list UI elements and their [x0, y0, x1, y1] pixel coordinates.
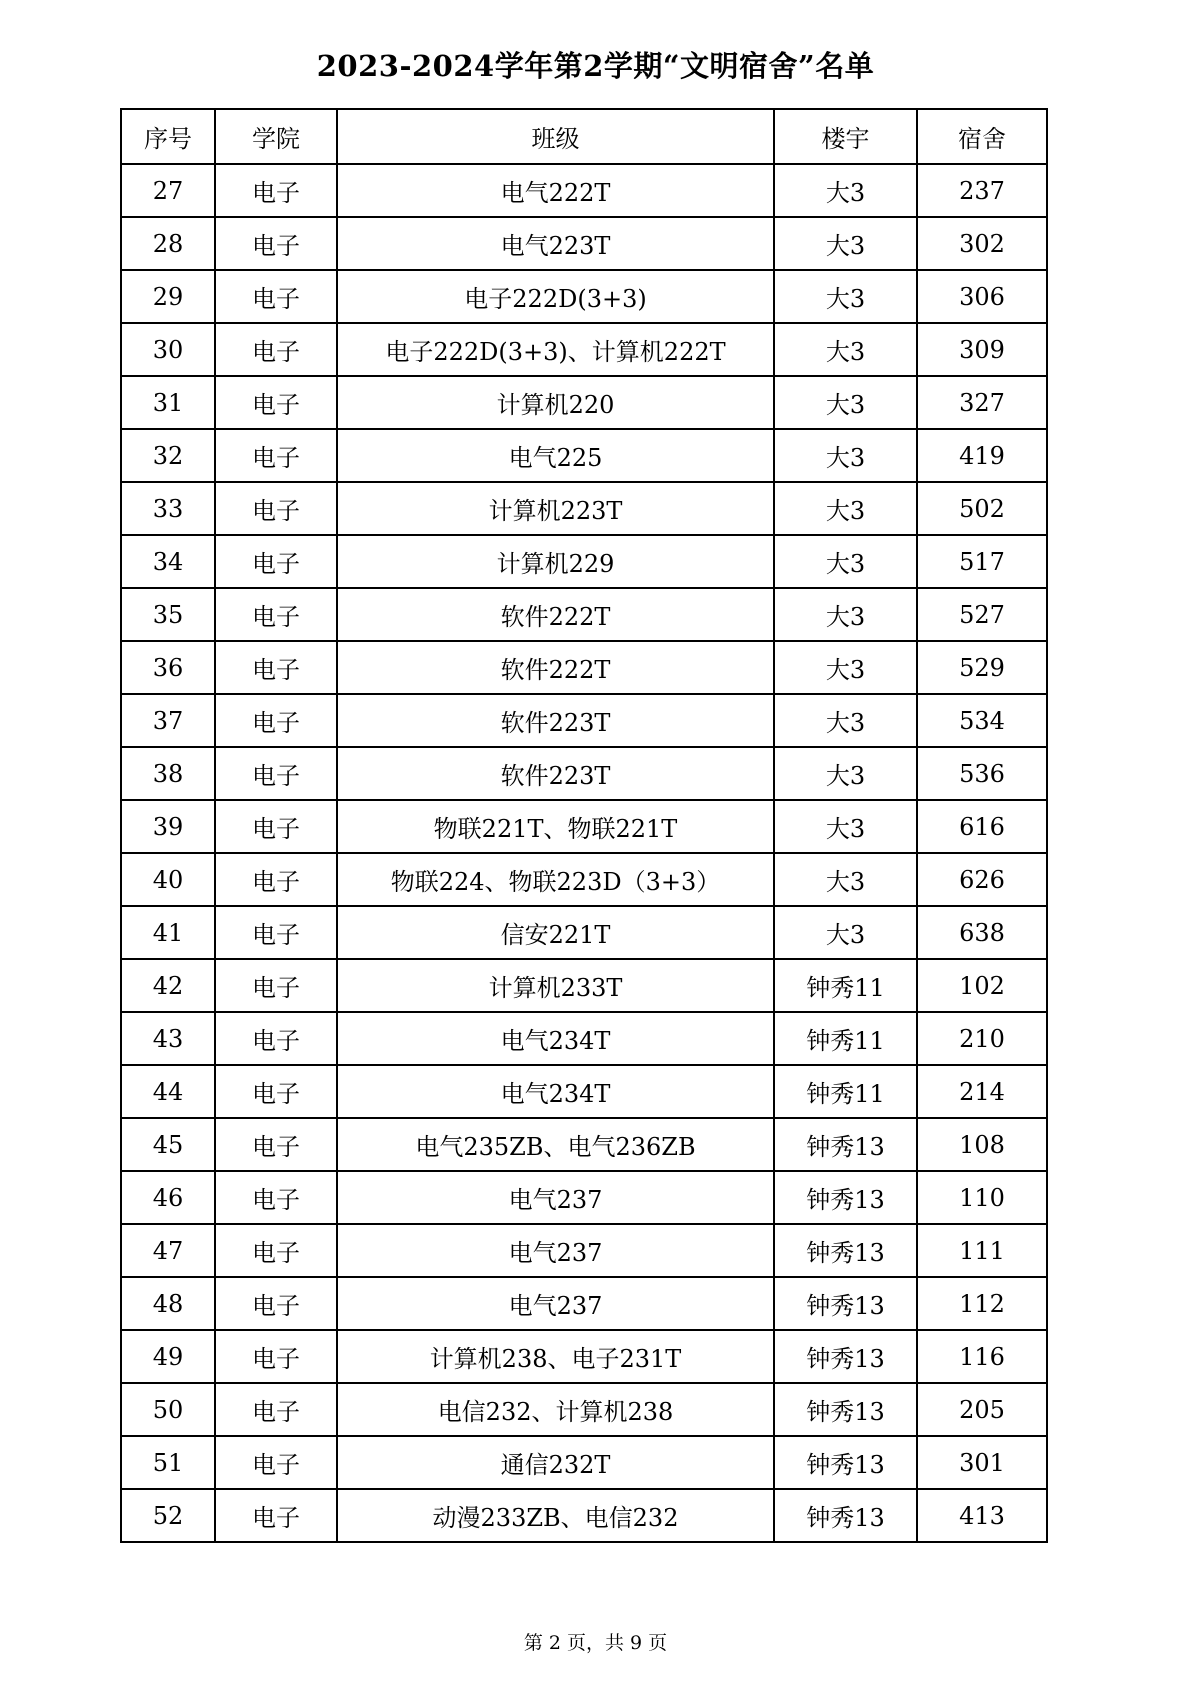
cell-dorm: 237: [917, 164, 1047, 217]
cell-college: 电子: [215, 800, 337, 853]
cell-college: 电子: [215, 1065, 337, 1118]
cell-dorm: 112: [917, 1277, 1047, 1330]
cell-class: 电气235ZB、电气236ZB: [337, 1118, 774, 1171]
cell-college: 电子: [215, 270, 337, 323]
cell-class: 物联221T、物联221T: [337, 800, 774, 853]
cell-index: 32: [121, 429, 215, 482]
header-class: 班级: [337, 109, 774, 164]
cell-college: 电子: [215, 1436, 337, 1489]
table-row: [121, 376, 1047, 429]
cell-dorm: 517: [917, 535, 1047, 588]
cell-dorm: 102: [917, 959, 1047, 1012]
cell-college: 电子: [215, 959, 337, 1012]
cell-class: 软件223T: [337, 694, 774, 747]
cell-index: 43: [121, 1012, 215, 1065]
cell-building: 大3: [774, 482, 917, 535]
cell-dorm: 626: [917, 853, 1047, 906]
cell-college: 电子: [215, 588, 337, 641]
cell-index: 36: [121, 641, 215, 694]
cell-building: 钟秀13: [774, 1383, 917, 1436]
cell-class: 计算机220: [337, 376, 774, 429]
cell-building: 钟秀13: [774, 1171, 917, 1224]
cell-dorm: 502: [917, 482, 1047, 535]
cell-index: 34: [121, 535, 215, 588]
cell-class: 软件222T: [337, 641, 774, 694]
cell-index: 47: [121, 1224, 215, 1277]
cell-class: 电信232、计算机238: [337, 1383, 774, 1436]
cell-class: 软件222T: [337, 588, 774, 641]
cell-building: 大3: [774, 588, 917, 641]
cell-college: 电子: [215, 694, 337, 747]
cell-index: 35: [121, 588, 215, 641]
cell-class: 电气234T: [337, 1012, 774, 1065]
cell-index: 28: [121, 217, 215, 270]
cell-class: 计算机233T: [337, 959, 774, 1012]
cell-dorm: 638: [917, 906, 1047, 959]
cell-class: 软件223T: [337, 747, 774, 800]
cell-building: 钟秀11: [774, 1065, 917, 1118]
cell-index: 44: [121, 1065, 215, 1118]
header-dorm: 宿舍: [917, 109, 1047, 164]
cell-index: 45: [121, 1118, 215, 1171]
table-row: [121, 1277, 1047, 1330]
cell-building: 大3: [774, 800, 917, 853]
header-building: 楼宇: [774, 109, 917, 164]
cell-dorm: 306: [917, 270, 1047, 323]
page-title: 2023-2024学年第2学期“文明宿舍”名单: [316, 49, 875, 83]
cell-class: 信安221T: [337, 906, 774, 959]
cell-college: 电子: [215, 906, 337, 959]
table-body: [121, 164, 1047, 1542]
cell-index: 42: [121, 959, 215, 1012]
cell-dorm: 111: [917, 1224, 1047, 1277]
cell-building: 大3: [774, 164, 917, 217]
cell-class: 物联224、物联223D（3+3）: [337, 853, 774, 906]
cell-index: 38: [121, 747, 215, 800]
table-row: [121, 1012, 1047, 1065]
dormitory-table: [120, 108, 1048, 1543]
table-row: [121, 535, 1047, 588]
cell-index: 27: [121, 164, 215, 217]
cell-class: 电气225: [337, 429, 774, 482]
cell-building: 钟秀13: [774, 1118, 917, 1171]
cell-class: 电气222T: [337, 164, 774, 217]
cell-college: 电子: [215, 376, 337, 429]
cell-college: 电子: [215, 853, 337, 906]
cell-college: 电子: [215, 535, 337, 588]
table-row: [121, 1330, 1047, 1383]
cell-college: 电子: [215, 747, 337, 800]
cell-building: 大3: [774, 270, 917, 323]
cell-building: 大3: [774, 853, 917, 906]
cell-index: 52: [121, 1489, 215, 1542]
header-index: 序号: [121, 109, 215, 164]
cell-building: 钟秀11: [774, 1012, 917, 1065]
table-row: [121, 747, 1047, 800]
table-row: [121, 482, 1047, 535]
cell-college: 电子: [215, 1489, 337, 1542]
cell-class: 计算机223T: [337, 482, 774, 535]
cell-dorm: 327: [917, 376, 1047, 429]
cell-building: 大3: [774, 217, 917, 270]
cell-dorm: 616: [917, 800, 1047, 853]
cell-college: 电子: [215, 164, 337, 217]
table-row: [121, 1436, 1047, 1489]
cell-class: 计算机238、电子231T: [337, 1330, 774, 1383]
cell-building: 钟秀13: [774, 1489, 917, 1542]
table-header-row: [121, 109, 1047, 164]
cell-index: 30: [121, 323, 215, 376]
cell-index: 49: [121, 1330, 215, 1383]
cell-index: 46: [121, 1171, 215, 1224]
table-row: [121, 1118, 1047, 1171]
cell-dorm: 110: [917, 1171, 1047, 1224]
cell-dorm: 108: [917, 1118, 1047, 1171]
cell-building: 钟秀13: [774, 1224, 917, 1277]
table-row: [121, 853, 1047, 906]
cell-class: 电子222D(3+3): [337, 270, 774, 323]
cell-index: 50: [121, 1383, 215, 1436]
table-row: [121, 906, 1047, 959]
cell-class: 电子222D(3+3)、计算机222T: [337, 323, 774, 376]
cell-college: 电子: [215, 1118, 337, 1171]
header-college: 学院: [215, 109, 337, 164]
cell-index: 39: [121, 800, 215, 853]
cell-building: 钟秀13: [774, 1330, 917, 1383]
cell-building: 大3: [774, 641, 917, 694]
table-row: [121, 959, 1047, 1012]
table-row: [121, 164, 1047, 217]
cell-building: 大3: [774, 429, 917, 482]
table-row: [121, 1383, 1047, 1436]
table-row: [121, 270, 1047, 323]
cell-dorm: 529: [917, 641, 1047, 694]
cell-index: 33: [121, 482, 215, 535]
cell-index: 29: [121, 270, 215, 323]
cell-class: 计算机229: [337, 535, 774, 588]
cell-index: 48: [121, 1277, 215, 1330]
table-row: [121, 1489, 1047, 1542]
table-row: [121, 800, 1047, 853]
cell-class: 电气234T: [337, 1065, 774, 1118]
cell-index: 51: [121, 1436, 215, 1489]
cell-dorm: 210: [917, 1012, 1047, 1065]
table-row: [121, 217, 1047, 270]
cell-building: 钟秀13: [774, 1436, 917, 1489]
cell-building: 大3: [774, 747, 917, 800]
cell-college: 电子: [215, 323, 337, 376]
table-row: [121, 429, 1047, 482]
cell-dorm: 413: [917, 1489, 1047, 1542]
table-row: [121, 1171, 1047, 1224]
cell-class: 电气237: [337, 1277, 774, 1330]
cell-building: 大3: [774, 694, 917, 747]
cell-dorm: 302: [917, 217, 1047, 270]
cell-college: 电子: [215, 1171, 337, 1224]
cell-college: 电子: [215, 641, 337, 694]
cell-index: 41: [121, 906, 215, 959]
cell-college: 电子: [215, 1012, 337, 1065]
cell-building: 钟秀11: [774, 959, 917, 1012]
cell-college: 电子: [215, 1277, 337, 1330]
cell-class: 电气237: [337, 1171, 774, 1224]
cell-college: 电子: [215, 1383, 337, 1436]
table-row: [121, 1224, 1047, 1277]
cell-college: 电子: [215, 482, 337, 535]
cell-college: 电子: [215, 429, 337, 482]
cell-index: 31: [121, 376, 215, 429]
cell-building: 大3: [774, 376, 917, 429]
cell-dorm: 309: [917, 323, 1047, 376]
table-row: [121, 1065, 1047, 1118]
cell-dorm: 419: [917, 429, 1047, 482]
cell-dorm: 214: [917, 1065, 1047, 1118]
cell-building: 大3: [774, 906, 917, 959]
cell-building: 大3: [774, 535, 917, 588]
cell-dorm: 536: [917, 747, 1047, 800]
cell-dorm: 527: [917, 588, 1047, 641]
table-row: [121, 694, 1047, 747]
cell-index: 37: [121, 694, 215, 747]
page-footer: 第 2 页，共 9 页: [523, 1632, 668, 1654]
cell-college: 电子: [215, 1224, 337, 1277]
cell-dorm: 301: [917, 1436, 1047, 1489]
cell-class: 动漫233ZB、电信232: [337, 1489, 774, 1542]
cell-class: 电气223T: [337, 217, 774, 270]
cell-dorm: 534: [917, 694, 1047, 747]
cell-college: 电子: [215, 217, 337, 270]
cell-dorm: 205: [917, 1383, 1047, 1436]
cell-building: 大3: [774, 323, 917, 376]
table-row: [121, 588, 1047, 641]
cell-dorm: 116: [917, 1330, 1047, 1383]
cell-building: 钟秀13: [774, 1277, 917, 1330]
cell-class: 电气237: [337, 1224, 774, 1277]
cell-class: 通信232T: [337, 1436, 774, 1489]
table-row: [121, 641, 1047, 694]
cell-college: 电子: [215, 1330, 337, 1383]
table-row: [121, 323, 1047, 376]
cell-index: 40: [121, 853, 215, 906]
